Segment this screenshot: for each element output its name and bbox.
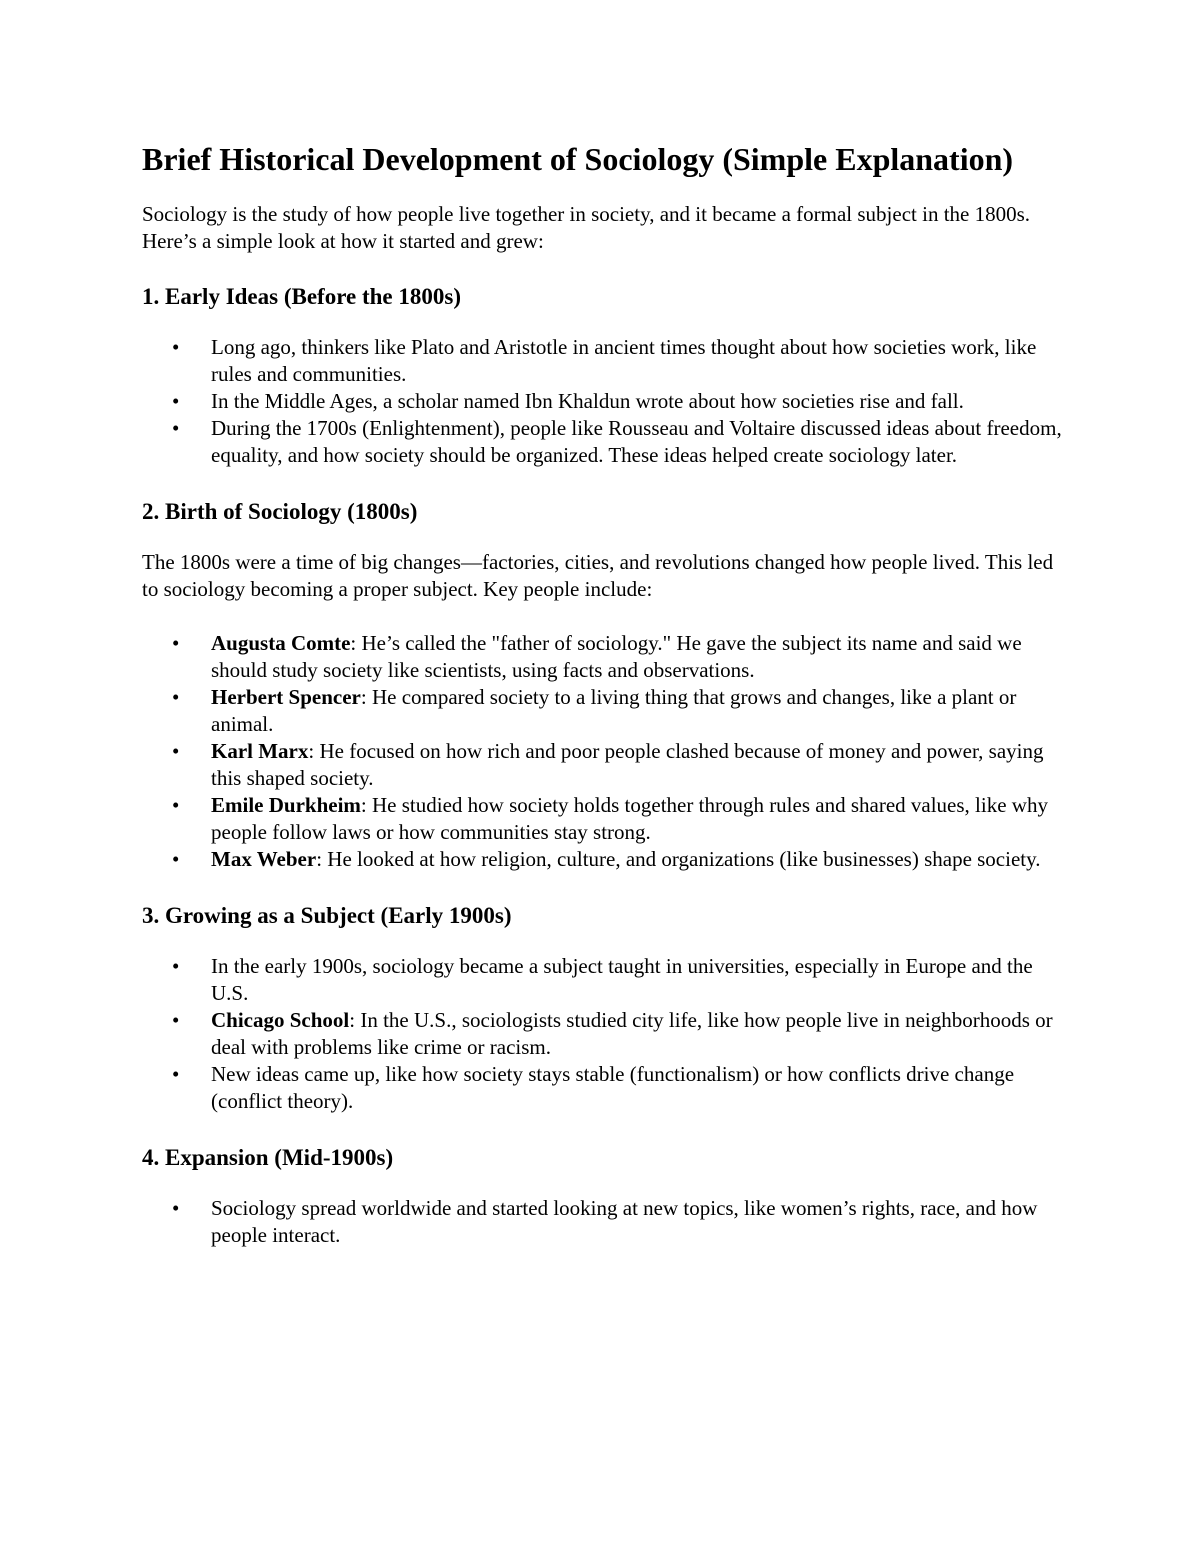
list-item-text: : He studied how society holds together through rules and shared values, like why people follow laws or how communities stay strong. [211, 793, 1048, 844]
list-item [142, 1007, 1072, 1061]
bullet-icon: • [172, 389, 180, 413]
bullet-icon: • [172, 793, 180, 817]
list-item [142, 792, 1072, 846]
person-name: Herbert Spencer [211, 685, 361, 709]
list-item [142, 415, 1072, 469]
section-paragraph: The 1800s were a time of big changes—factories, cities, and revolutions changed how people lived. This led to sociology becoming a proper subject. Key people include: [142, 550, 1054, 601]
section-heading-birth-of-sociology: 2. Birth of Sociology (1800s) [142, 499, 418, 524]
list-item [142, 630, 1072, 684]
list-item-text: Long ago, thinkers like Plato and Aristotle in ancient times thought about how societies work, like rules and communities. [211, 335, 1037, 386]
section-heading-early-ideas: 1. Early Ideas (Before the 1800s) [142, 284, 461, 309]
person-name: Karl Marx [211, 739, 309, 763]
list-item [142, 846, 1072, 873]
section-heading-expansion: 4. Expansion (Mid-1900s) [142, 1145, 394, 1170]
bullet-list-expansion [142, 1195, 1072, 1249]
list-item [142, 1061, 1072, 1115]
bullet-list-early-ideas [142, 334, 1072, 469]
section-heading-growing-as-subject: 3. Growing as a Subject (Early 1900s) [142, 903, 512, 928]
list-item-text: New ideas came up, like how society stays stable (functionalism) or how conflicts drive change (conflict theory). [211, 1062, 1015, 1113]
list-item-text: : He compared society to a living thing that grows and changes, like a plant or animal. [211, 685, 1017, 736]
bullet-icon: • [172, 1008, 180, 1032]
list-item-text: : In the U.S., sociologists studied city life, like how people live in neighborhoods or deal with problems like crime or racism. [211, 1008, 1053, 1059]
bullet-icon: • [172, 954, 180, 978]
bullet-icon: • [172, 335, 180, 359]
bullet-icon: • [172, 685, 180, 709]
list-item [142, 953, 1072, 1007]
document-title: Brief Historical Development of Sociology (Simple Explanation) [142, 141, 1014, 177]
list-item-text: During the 1700s (Enlightenment), people like Rousseau and Voltaire discussed ideas about freedom, equality, and how society should be organized. These ideas helped create sociology later. [211, 416, 1062, 467]
intro-paragraph: Sociology is the study of how people live together in society, and it became a formal subject in the 1800s. Here’s a simple look at how it started and grew: [142, 202, 1031, 253]
list-item [142, 388, 1072, 415]
list-item [142, 738, 1072, 792]
bullet-list-growing [142, 953, 1072, 1115]
list-item-text: : He focused on how rich and poor people clashed because of money and power, saying this shaped society. [211, 739, 1044, 790]
list-item-text: : He looked at how religion, culture, and organizations (like businesses) shape society. [316, 847, 1041, 871]
list-item [142, 684, 1072, 738]
bullet-icon: • [172, 416, 180, 440]
person-name: Max Weber [211, 847, 317, 871]
document-page [142, 138, 1072, 1277]
list-item [142, 1195, 1072, 1249]
school-name: Chicago School [211, 1008, 350, 1032]
list-item-text: In the early 1900s, sociology became a subject taught in universities, especially in Europe and the U.S. [211, 954, 1033, 1005]
bullet-list-key-people [142, 630, 1072, 873]
person-name: Augusta Comte [211, 631, 351, 655]
bullet-icon: • [172, 847, 180, 871]
person-name: Emile Durkheim [211, 793, 361, 817]
bullet-icon: • [172, 739, 180, 763]
list-item-text: In the Middle Ages, a scholar named Ibn Khaldun wrote about how societies rise and fall. [211, 389, 964, 413]
bullet-icon: • [172, 1062, 180, 1086]
list-item-text: Sociology spread worldwide and started looking at new topics, like women’s rights, race, and how people interact. [211, 1196, 1038, 1247]
list-item [142, 334, 1072, 388]
bullet-icon: • [172, 1196, 180, 1220]
bullet-icon: • [172, 631, 180, 655]
list-item-text: : He’s called the "father of sociology." He gave the subject its name and said we should study society like scientists, using facts and observations. [211, 631, 1022, 682]
